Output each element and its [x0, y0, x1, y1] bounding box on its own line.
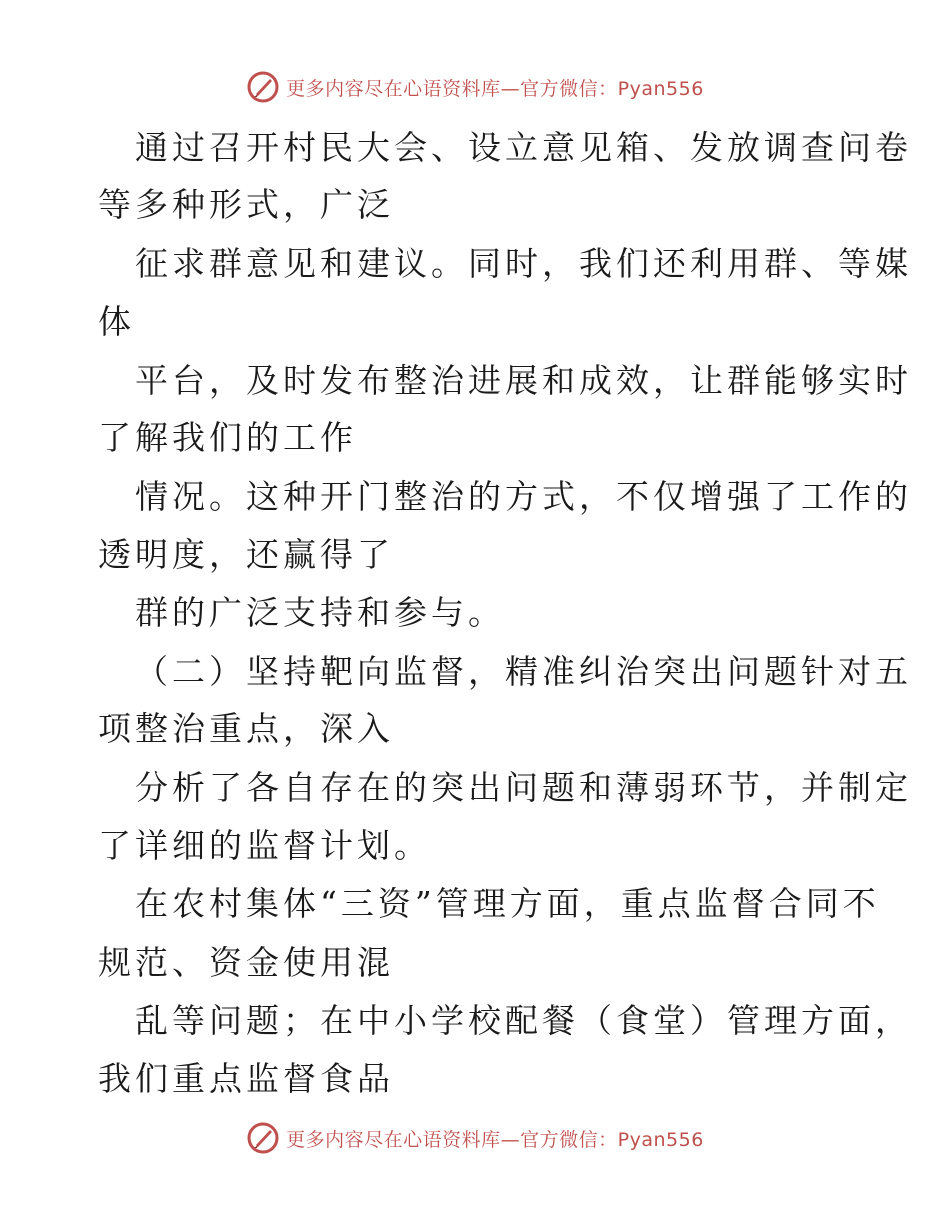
text-line: 在农村集体“三资”管理方面，重点监督合同不	[135, 884, 880, 923]
text-line: 等多种形式，广泛	[98, 185, 394, 224]
text-line: 平台，及时发布整治进展和成效，让群能够实时	[135, 361, 912, 400]
text-line: 我们重点监督食品	[98, 1059, 394, 1098]
header-banner	[0, 70, 950, 104]
text-line: 通过召开村民大会、设立意见箱、发放调查问卷	[135, 128, 912, 167]
banner-text: 更多内容尽在心语资料库—官方微信：Pyan556	[286, 1128, 704, 1151]
text-line: 分析了各自存在的突出问题和薄弱环节，并制定	[135, 768, 912, 807]
quill-logo-icon	[246, 1121, 280, 1155]
quill-logo-icon	[246, 70, 280, 104]
text-line: 情况。这种开门整治的方式，不仅增强了工作的	[135, 477, 912, 516]
section-heading-line: （二）坚持靶向监督，精准纠治突出问题针对五	[135, 652, 912, 691]
text-line: 了解我们的工作	[98, 418, 357, 457]
text-line: 征求群意见和建议。同时，我们还利用群、等媒	[135, 244, 912, 283]
footer-banner	[0, 1121, 950, 1155]
text-line: 了详细的监督计划。	[98, 826, 431, 865]
text-line: 透明度，还赢得了	[98, 535, 394, 574]
text-line: 规范、资金使用混	[98, 943, 394, 982]
text-line: 项整治重点，深入	[98, 709, 394, 748]
text-line: 群的广泛支持和参与。	[135, 593, 505, 632]
banner-text: 更多内容尽在心语资料库—官方微信：Pyan556	[286, 77, 704, 100]
text-line: 乱等问题；在中小学校配餐（食堂）管理方面，	[135, 1001, 912, 1040]
text-line: 体	[98, 302, 135, 341]
